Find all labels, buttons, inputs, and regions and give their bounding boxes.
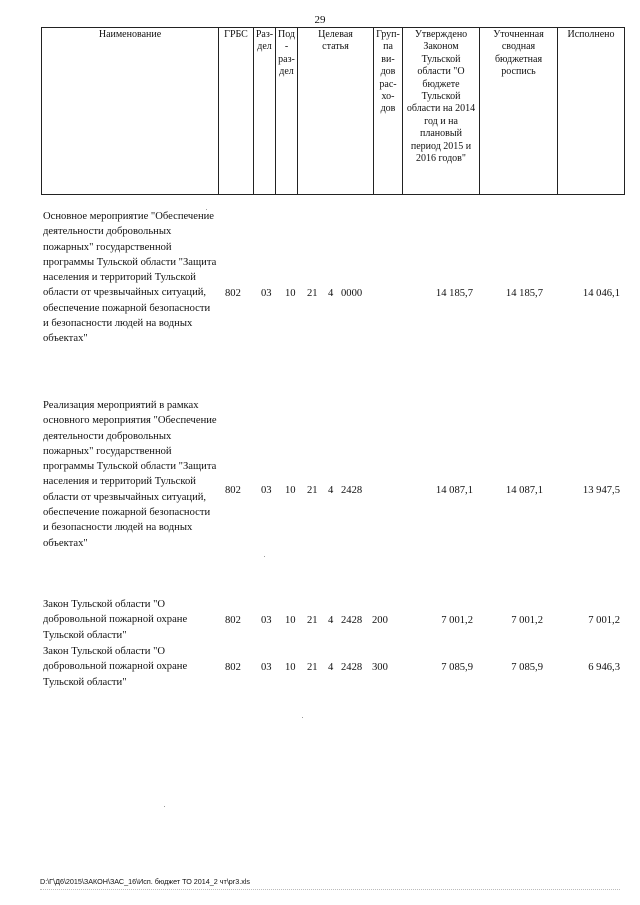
cell-utverzhdeno: 14 087,1 [435,485,473,496]
cell-podrazdel: 10 [285,485,296,496]
cell-vr: 300 [372,662,388,673]
row-name: Реализация мероприятий в рамках основного мероприятия "Обеспечение деятельности добровольных пожарных" государственной программы Тульской области "Защита населения и территорий Тульской области от чрезвычайных ситуаций, обеспечение пожарной безопасности и безопасности людей на водных объектах" [43,400,217,549]
cell-utochnennaya: 14 185,7 [505,288,543,299]
page-number: 29 [314,14,326,26]
cell-cs3: 2428 [341,615,363,626]
cell-grbs: 802 [225,615,241,626]
cell-utverzhdeno: 7 085,9 [441,662,473,673]
cell-ispolneno: 7 001,2 [588,615,620,626]
footer-divider [40,889,620,890]
header-utverzhdeno: Утверждено Законом Тульской области "О бюджете Тульской области на 2014 год и на плановый период 2015 и 2016 годов" [403,28,480,195]
table-header [41,27,625,195]
cell-vr: 200 [372,615,388,626]
cell-ispolneno: 14 046,1 [582,288,620,299]
cell-cs1: 21 [307,615,318,626]
cell-utverzhdeno: 7 001,2 [441,615,473,626]
cell-cs1: 21 [307,288,318,299]
row-name: Закон Тульской области "О добровольной пожарной охране Тульской области" [43,646,188,688]
cell-cs2: 4 [328,288,334,299]
cell-razdel: 03 [261,615,272,626]
header-podrazdel: Под- раз- дел [276,28,298,195]
cell-cs2: 4 [328,662,334,673]
cell-razdel: 03 [261,662,272,673]
header-razdel: Раз- дел [254,28,276,195]
cell-utochnennaya: 7 001,2 [511,615,543,626]
header-gruppa-vidov: Груп- па ви- дов рас- хо- дов [374,28,403,195]
cell-utverzhdeno: 14 185,7 [435,288,473,299]
cell-cs3: 0000 [341,288,363,299]
cell-ispolneno: 13 947,5 [582,485,620,496]
cell-cs2: 4 [328,485,334,496]
cell-grbs: 802 [225,662,241,673]
cell-razdel: 03 [261,288,272,299]
header-grbs: ГРБС [219,28,254,195]
row-name: Закон Тульской области "О добровольной пожарной охране Тульской области" [43,599,188,641]
cell-utochnennaya: 7 085,9 [511,662,543,673]
header-utochnennaya: Уточненная сводная бюджетная роспись [480,28,558,195]
cell-podrazdel: 10 [285,288,296,299]
cell-cs3: 2428 [341,485,363,496]
row-name: Основное мероприятие "Обеспечение деятельности добровольных пожарных" государственной программы Тульской области "Защита населения и территорий Тульской области от чрезвычайных ситуаций, обеспечение пожарной безопасности и безопасности людей на водных объектах" [43,211,217,345]
file-path-footer: D:\Г\Д6\2015\ЗАКОН\ЗАС_16\Исп. бюджет ТО 2014_2 чт\pr3.xls [40,877,250,886]
cell-ispolneno: 6 946,3 [588,662,620,673]
scan-speck [264,556,265,557]
cell-utochnennaya: 14 087,1 [505,485,543,496]
cell-podrazdel: 10 [285,662,296,673]
cell-cs3: 2428 [341,662,363,673]
header-celevaya-statya: Целевая статья [298,28,374,195]
scan-speck [164,806,165,807]
cell-grbs: 802 [225,485,241,496]
cell-razdel: 03 [261,485,272,496]
cell-cs2: 4 [328,615,334,626]
scan-speck [302,717,303,718]
cell-cs1: 21 [307,662,318,673]
cell-grbs: 802 [225,288,241,299]
header-name: Наименование [42,28,219,195]
cell-cs1: 21 [307,485,318,496]
cell-podrazdel: 10 [285,615,296,626]
header-ispolneno: Исполнено [558,28,625,195]
scan-speck [206,209,207,210]
